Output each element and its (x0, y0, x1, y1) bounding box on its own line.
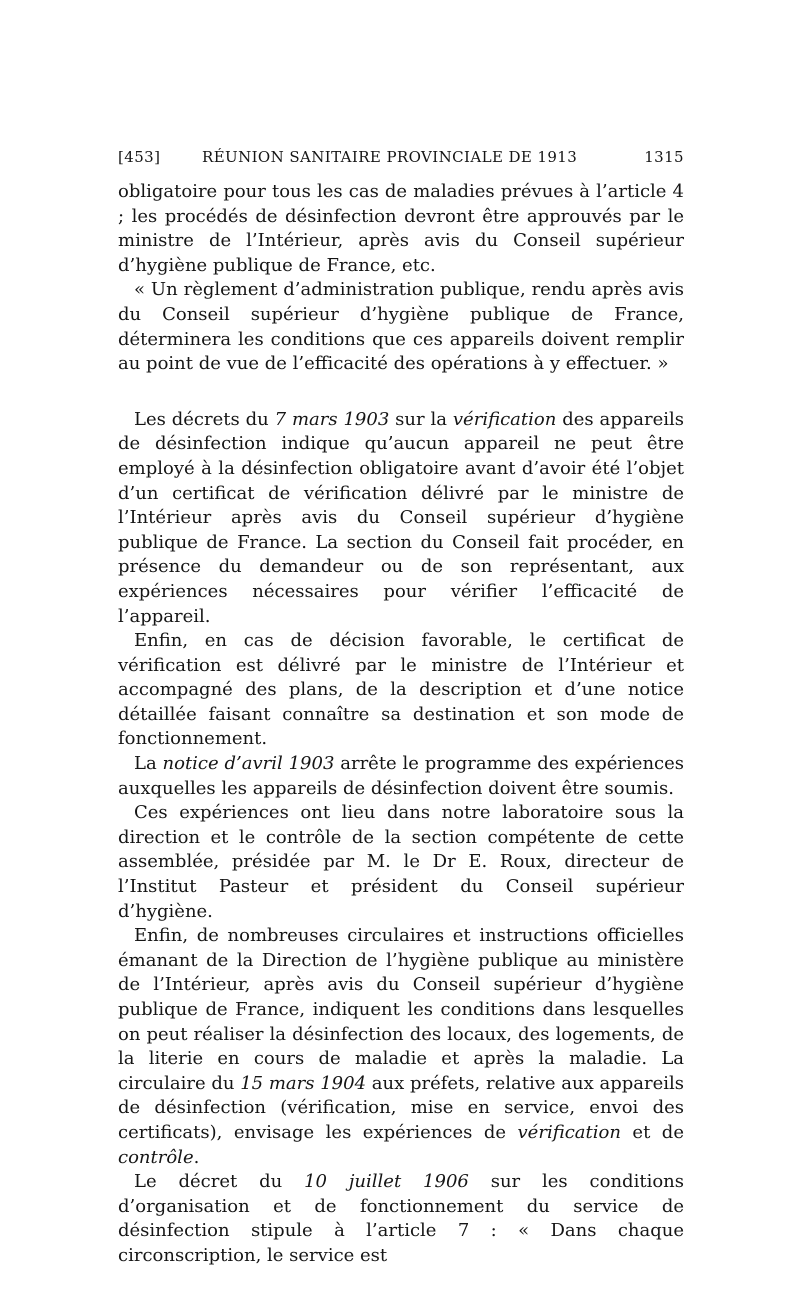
italic-text: 7 mars 1903 (274, 408, 390, 430)
text-run: Les décrets du (134, 408, 275, 430)
italic-text: 10 juillet 1906 (304, 1171, 469, 1193)
paragraph (118, 752, 684, 801)
text-run: et de (620, 1121, 684, 1143)
body-text (118, 180, 684, 1269)
text-run: sur les conditions d’organisation et de fonctionnement du service de désinfection stipule à l’article 7 : « Dans chaque circonscription, le service est (118, 1171, 684, 1266)
text-run: des appareils de désinfection indique qu’aucun appareil ne peut être employé à la désinfection obligatoire avant d’avoir été l’objet d’un certificat de vérification délivré par le ministre de l’Intérieur après avis du Conseil supérieur d’hygiène publique de France. La section du Conseil fait procéder, en présence du demandeur ou de son représentant, aux expériences nécessaires pour vérifier l’efficacité de l’appareil. (118, 408, 685, 627)
italic-text: vérification (452, 408, 557, 430)
paragraph (118, 278, 684, 376)
paragraph (118, 408, 684, 629)
paragraph (118, 801, 684, 924)
page-number: 1315 (644, 148, 684, 166)
italic-text: 15 mars 1904 (240, 1072, 367, 1094)
paragraph (118, 180, 684, 278)
text-run: Ces expériences ont lieu dans notre laboratoire sous la direction et le contrôle de la section compétente de cette assemblée, présidée par M. le Dr E. Roux, directeur de l’Institut Pasteur et président du Conseil supérieur d’hygiène. (118, 802, 684, 922)
italic-text: contrôle (118, 1146, 194, 1168)
text-run: Le décret du (134, 1171, 305, 1193)
running-title: RÉUNION SANITAIRE PROVINCIALE DE 1913 (202, 148, 578, 166)
text-run: Enfin, en cas de décision favorable, le certificat de vérification est délivré par le ministre de l’Intérieur et accompagné des plans, de la description et d’une notice détaillée faisant connaître sa destination et son mode de fonctionnement. (118, 630, 684, 750)
text-run: obligatoire pour tous les cas de maladies prévues à l’article 4 ; les procédés de désinfection devront être approuvés par le ministre de l’Intérieur, après avis du Conseil supérieur d’hygiène publique de France, etc. (118, 181, 684, 276)
paragraph (118, 629, 684, 752)
text-run: arrête le programme des expériences auxquelles les appareils de désinfection doivent être soumis. (118, 753, 685, 799)
running-header (118, 148, 684, 170)
text-run: sur la (389, 408, 453, 430)
paragraph (118, 924, 684, 1170)
text-run: Enfin, de nombreuses circulaires et instructions officielles émanant de la Direction de l’hygiène publique au ministère de l’Intérieur, après avis du Conseil supérieur d’hygiène publique de France, indiquent les conditions dans lesquelles on peut réaliser la désinfection des locaux, des logements, de la literie en cours de maladie et après la maladie. La circulaire du (118, 925, 684, 1094)
text-run: aux préfets, relative aux appareils de désinfection (vérification, mise en service, envoi des certificats), envisage les expériences de (118, 1072, 684, 1143)
text-run: « Un règlement d’administration publique, rendu après avis du Conseil supérieur d’hygiène publique de France, déterminera les conditions que ces appareils doivent remplir au point de vue de l’efficacité des opérations à y effectuer. » (118, 279, 684, 375)
page-number-bracketed: [453] (118, 148, 161, 166)
text-run: La (134, 753, 163, 775)
italic-text: vérification (517, 1121, 621, 1143)
italic-text: notice d’avril 1903 (162, 753, 335, 775)
text-run: . (193, 1146, 200, 1168)
paragraph (118, 1170, 684, 1268)
